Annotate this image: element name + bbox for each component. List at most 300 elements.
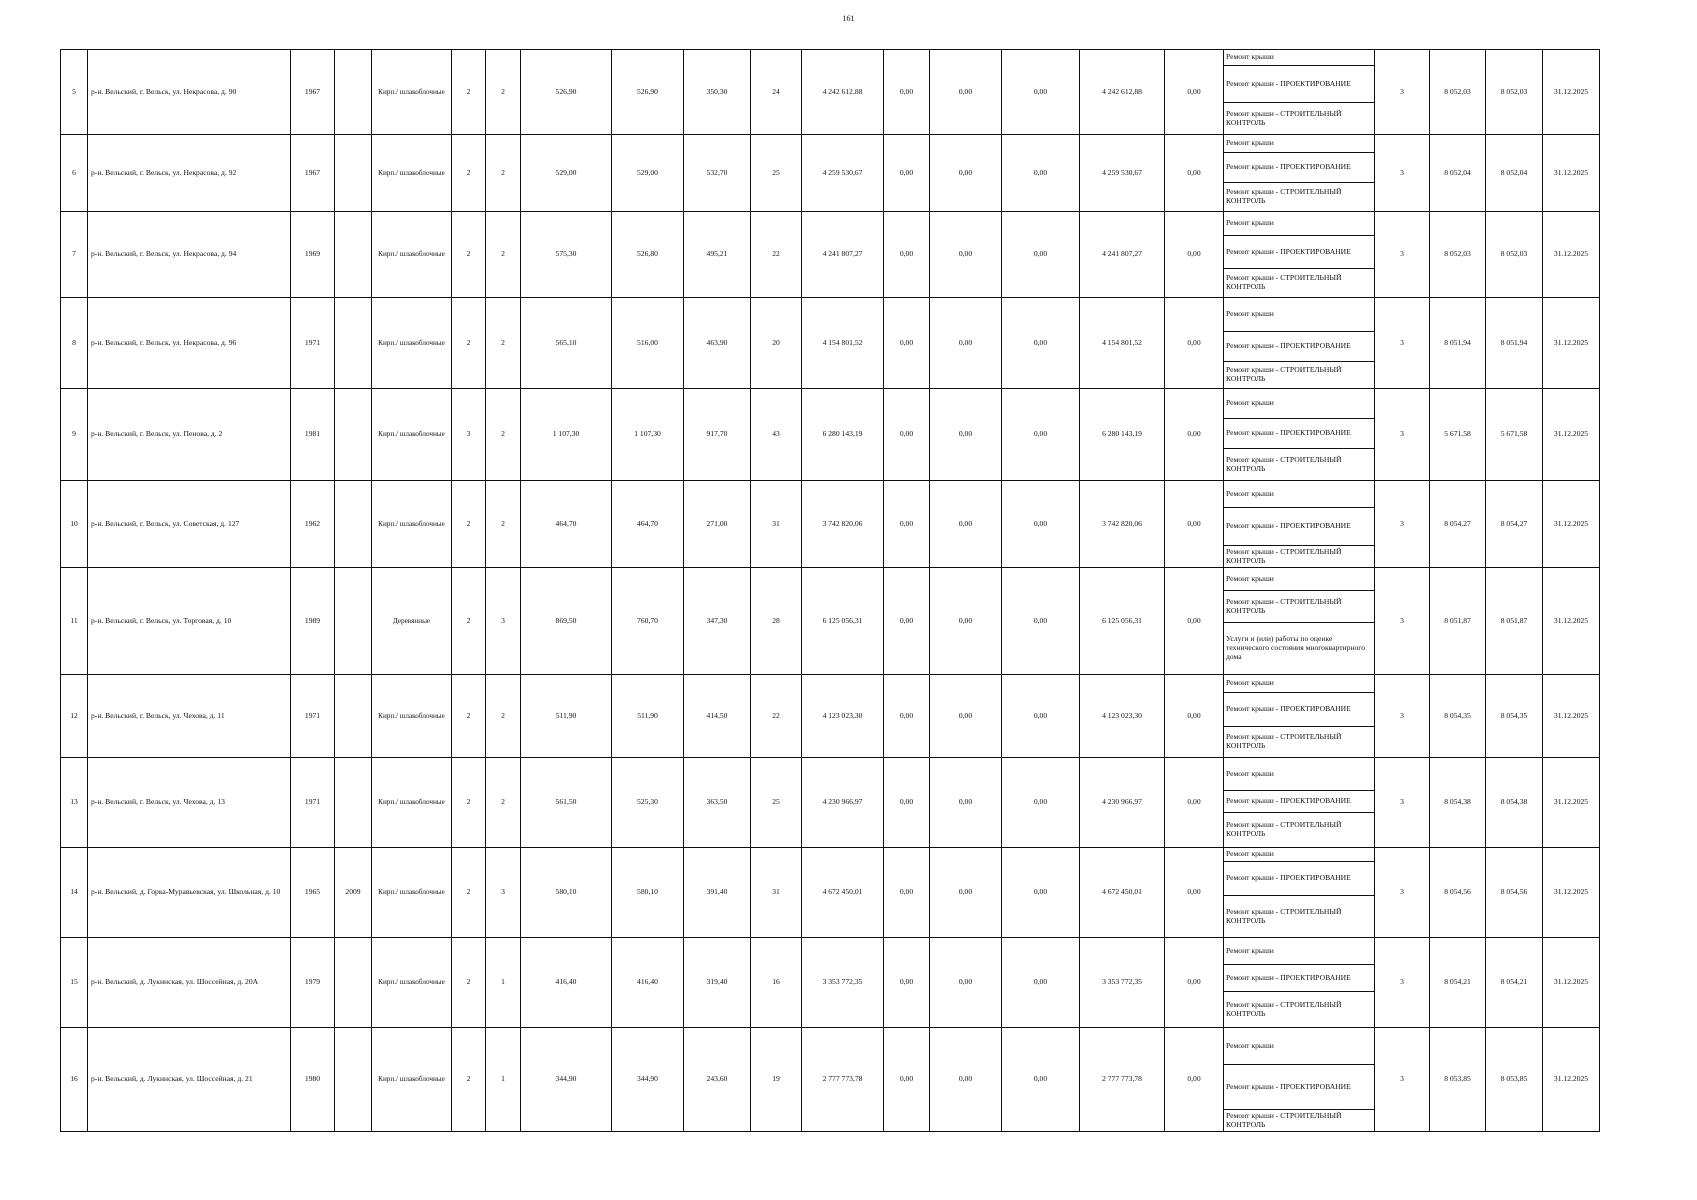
cell-works-count: 3 [1375,389,1430,481]
cell-n: 5 [61,50,88,135]
cell-entrances: 1 [486,1028,521,1132]
cell-floors: 2 [452,758,486,848]
cell-year-reconstruction [335,212,372,298]
cell-n: 6 [61,135,88,212]
cell-area-residential: 350,30 [684,50,751,135]
cell-cost-unit: 8 051,94 [1430,298,1486,389]
cell-fund-mun: 0,00 [1002,298,1080,389]
cell-entrances: 2 [486,298,521,389]
table-row [61,389,1600,419]
cell-cost-total: 4 123 023,30 [802,675,884,758]
cell-cost-unit: 8 054,56 [1430,848,1486,938]
cell-fund-mun: 0,00 [1002,938,1080,1028]
cell-address: р-н. Вельский, д. Лукинская, ул. Шоссейная, д. 21 [88,1028,291,1132]
cell-fund-mun: 0,00 [1002,212,1080,298]
cell-year-reconstruction [335,135,372,212]
cell-cost-unit-limit: 8 054,27 [1486,481,1543,568]
cell-area-living: 464,70 [612,481,684,568]
cell-material: Кирп./ шлакоблочные [372,848,452,938]
cell-address: р-н. Вельский, г. Вельск, ул. Пенова, д. 2 [88,389,291,481]
cell-fund-other: 0,00 [1165,389,1224,481]
cell-cost-total: 6 125 056,31 [802,568,884,675]
cell-material: Кирп./ шлакоблочные [372,212,452,298]
cell-cost-unit-limit: 5 671,58 [1486,389,1543,481]
page-number: 161 [842,14,855,23]
cell-work-item: Ремонт крыши - СТРОИТЕЛЬНЫЙ КОНТРОЛЬ [1224,362,1375,389]
cell-entrances: 2 [486,758,521,848]
cell-year: 1967 [291,135,335,212]
cell-fund-other: 0,00 [1165,938,1224,1028]
cell-cost-unit: 8 051,87 [1430,568,1486,675]
cell-residents: 20 [751,298,802,389]
cell-cost-unit-limit: 8 054,56 [1486,848,1543,938]
cell-fund-owners: 4 672 450,01 [1080,848,1165,938]
cell-deadline: 31.12.2025 [1543,389,1600,481]
cell-work-item: Ремонт крыши - СТРОИТЕЛЬНЫЙ КОНТРОЛЬ [1224,727,1375,758]
cell-deadline: 31.12.2025 [1543,135,1600,212]
cell-work-item: Ремонт крыши [1224,481,1375,508]
cell-fund-owners: 3 353 772,35 [1080,938,1165,1028]
cell-material: Кирп./ шлакоблочные [372,1028,452,1132]
cell-residents: 16 [751,938,802,1028]
table-row [61,758,1600,791]
cell-area-total: 416,40 [521,938,612,1028]
cell-works-count: 3 [1375,298,1430,389]
table-row [61,481,1600,508]
cell-n: 14 [61,848,88,938]
cell-fund-fed: 0,00 [884,938,930,1028]
cell-fund-fed: 0,00 [884,848,930,938]
cell-fund-mun: 0,00 [1002,848,1080,938]
cell-residents: 24 [751,50,802,135]
cell-address: р-н. Вельский, д. Лукинская, ул. Шоссейная, д. 20А [88,938,291,1028]
cell-year: 1967 [291,50,335,135]
cell-entrances: 2 [486,135,521,212]
table-row [61,298,1600,332]
cell-deadline: 31.12.2025 [1543,848,1600,938]
cell-fund-owners: 4 242 612,88 [1080,50,1165,135]
cell-fund-fed: 0,00 [884,481,930,568]
cell-work-item: Ремонт крыши - СТРОИТЕЛЬНЫЙ КОНТРОЛЬ [1224,183,1375,212]
cell-material: Кирп./ шлакоблочные [372,389,452,481]
cell-work-item: Ремонт крыши [1224,389,1375,419]
cell-entrances: 2 [486,50,521,135]
cell-area-living: 1 107,30 [612,389,684,481]
cell-fund-reg: 0,00 [930,481,1002,568]
cell-floors: 2 [452,481,486,568]
cell-work-item: Ремонт крыши - СТРОИТЕЛЬНЫЙ КОНТРОЛЬ [1224,591,1375,623]
cell-cost-unit-limit: 8 051,94 [1486,298,1543,389]
cell-address: р-н. Вельский, г. Вельск, ул. Чехова, д. 13 [88,758,291,848]
table-row [61,938,1600,965]
cell-area-total: 561,50 [521,758,612,848]
cell-cost-unit-limit: 8 052,03 [1486,212,1543,298]
cell-work-item: Ремонт крыши - ПРОЕКТИРОВАНИЕ [1224,419,1375,449]
cell-cost-unit: 5 671,58 [1430,389,1486,481]
cell-work-item: Ремонт крыши - ПРОЕКТИРОВАНИЕ [1224,791,1375,813]
cell-deadline: 31.12.2025 [1543,1028,1600,1132]
cell-work-item: Ремонт крыши [1224,1028,1375,1065]
cell-area-residential: 391,40 [684,848,751,938]
cell-fund-other: 0,00 [1165,675,1224,758]
cell-year-reconstruction [335,938,372,1028]
cell-cost-unit: 8 054,21 [1430,938,1486,1028]
cell-work-item: Ремонт крыши - СТРОИТЕЛЬНЫЙ КОНТРОЛЬ [1224,103,1375,135]
cell-fund-reg: 0,00 [930,848,1002,938]
cell-area-residential: 319,40 [684,938,751,1028]
cell-fund-mun: 0,00 [1002,758,1080,848]
cell-cost-unit: 8 054,38 [1430,758,1486,848]
cell-works-count: 3 [1375,758,1430,848]
cell-fund-fed: 0,00 [884,135,930,212]
cell-area-residential: 363,50 [684,758,751,848]
cell-fund-reg: 0,00 [930,298,1002,389]
cell-deadline: 31.12.2025 [1543,675,1600,758]
cell-area-residential: 414,50 [684,675,751,758]
cell-cost-unit-limit: 8 052,03 [1486,50,1543,135]
cell-floors: 2 [452,848,486,938]
cell-area-total: 344,90 [521,1028,612,1132]
table-row [61,848,1600,862]
cell-address: р-н. Вельский, г. Вельск, ул. Советская, д. 127 [88,481,291,568]
cell-cost-unit-limit: 8 054,35 [1486,675,1543,758]
cell-work-item: Ремонт крыши - СТРОИТЕЛЬНЫЙ КОНТРОЛЬ [1224,992,1375,1028]
cell-fund-owners: 2 777 773,78 [1080,1028,1165,1132]
cell-cost-total: 4 154 801,52 [802,298,884,389]
cell-work-item: Ремонт крыши - СТРОИТЕЛЬНЫЙ КОНТРОЛЬ [1224,813,1375,848]
cell-deadline: 31.12.2025 [1543,481,1600,568]
cell-material: Кирп./ шлакоблочные [372,50,452,135]
cell-work-item: Ремонт крыши [1224,758,1375,791]
cell-fund-reg: 0,00 [930,758,1002,848]
cell-deadline: 31.12.2025 [1543,758,1600,848]
cell-year-reconstruction [335,568,372,675]
cell-work-item: Ремонт крыши - СТРОИТЕЛЬНЫЙ КОНТРОЛЬ [1224,546,1375,568]
cell-address: р-н. Вельский, д. Горка-Муравьевская, ул. Школьная, д. 10 [88,848,291,938]
cell-entrances: 3 [486,568,521,675]
cell-fund-owners: 3 742 820,06 [1080,481,1165,568]
cell-year: 1971 [291,675,335,758]
cell-works-count: 3 [1375,675,1430,758]
cell-residents: 31 [751,481,802,568]
cell-work-item: Ремонт крыши - ПРОЕКТИРОВАНИЕ [1224,693,1375,727]
cell-area-total: 464,70 [521,481,612,568]
cell-fund-mun: 0,00 [1002,568,1080,675]
cell-area-residential: 463,90 [684,298,751,389]
cell-cost-total: 6 280 143,19 [802,389,884,481]
cell-cost-total: 4 242 612,88 [802,50,884,135]
table-row [61,675,1600,693]
cell-work-item: Ремонт крыши [1224,212,1375,236]
cell-cost-unit-limit: 8 052,04 [1486,135,1543,212]
cell-cost-unit-limit: 8 054,21 [1486,938,1543,1028]
cell-area-residential: 917,70 [684,389,751,481]
cell-work-item: Ремонт крыши - ПРОЕКТИРОВАНИЕ [1224,236,1375,269]
cell-n: 9 [61,389,88,481]
cell-area-residential: 495,21 [684,212,751,298]
cell-fund-mun: 0,00 [1002,135,1080,212]
cell-year-reconstruction [335,758,372,848]
cell-deadline: 31.12.2025 [1543,568,1600,675]
cell-work-item: Ремонт крыши [1224,135,1375,153]
cell-area-residential: 347,30 [684,568,751,675]
cell-area-total: 511,90 [521,675,612,758]
table-row [61,1028,1600,1065]
table-row [61,50,1600,66]
cell-area-living: 529,00 [612,135,684,212]
cell-work-item: Ремонт крыши - ПРОЕКТИРОВАНИЕ [1224,66,1375,103]
cell-fund-other: 0,00 [1165,135,1224,212]
cell-fund-fed: 0,00 [884,1028,930,1132]
cell-fund-fed: 0,00 [884,298,930,389]
table-row [61,135,1600,153]
cell-area-living: 580,10 [612,848,684,938]
cell-address: р-н. Вельский, г. Вельск, ул. Некрасова, д. 96 [88,298,291,389]
cell-fund-owners: 4 241 807,27 [1080,212,1165,298]
cell-cost-total: 4 230 966,97 [802,758,884,848]
cell-work-item: Ремонт крыши - ПРОЕКТИРОВАНИЕ [1224,153,1375,183]
cell-fund-mun: 0,00 [1002,389,1080,481]
cell-work-item: Ремонт крыши [1224,938,1375,965]
cell-n: 16 [61,1028,88,1132]
capital-repair-table [60,49,1600,1132]
cell-area-living: 344,90 [612,1028,684,1132]
cell-area-living: 760,70 [612,568,684,675]
cell-area-total: 575,30 [521,212,612,298]
cell-address: р-н. Вельский, г. Вельск, ул. Некрасова, д. 92 [88,135,291,212]
cell-cost-total: 4 259 530,67 [802,135,884,212]
cell-material: Деревянные [372,568,452,675]
cell-n: 7 [61,212,88,298]
cell-fund-mun: 0,00 [1002,1028,1080,1132]
cell-cost-unit: 8 052,04 [1430,135,1486,212]
cell-n: 15 [61,938,88,1028]
cell-cost-unit: 8 054,27 [1430,481,1486,568]
cell-fund-owners: 4 230 966,97 [1080,758,1165,848]
cell-fund-owners: 4 154 801,52 [1080,298,1165,389]
cell-year: 1989 [291,568,335,675]
cell-fund-reg: 0,00 [930,50,1002,135]
cell-area-living: 416,40 [612,938,684,1028]
cell-fund-reg: 0,00 [930,938,1002,1028]
cell-entrances: 2 [486,675,521,758]
cell-residents: 22 [751,212,802,298]
cell-works-count: 3 [1375,212,1430,298]
cell-fund-other: 0,00 [1165,212,1224,298]
cell-fund-fed: 0,00 [884,50,930,135]
cell-address: р-н. Вельский, г. Вельск, ул. Торговая, д. 10 [88,568,291,675]
cell-year-reconstruction [335,298,372,389]
cell-year-reconstruction [335,1028,372,1132]
cell-fund-other: 0,00 [1165,481,1224,568]
cell-work-item: Ремонт крыши - ПРОЕКТИРОВАНИЕ [1224,965,1375,992]
cell-cost-unit: 8 052,03 [1430,212,1486,298]
cell-material: Кирп./ шлакоблочные [372,298,452,389]
cell-floors: 3 [452,389,486,481]
table-row [61,568,1600,591]
cell-fund-fed: 0,00 [884,389,930,481]
cell-year-reconstruction [335,50,372,135]
cell-fund-reg: 0,00 [930,389,1002,481]
cell-floors: 2 [452,938,486,1028]
cell-area-total: 869,50 [521,568,612,675]
cell-area-living: 525,30 [612,758,684,848]
cell-cost-unit: 8 053,85 [1430,1028,1486,1132]
cell-address: р-н. Вельский, г. Вельск, ул. Некрасова, д. 94 [88,212,291,298]
cell-work-item: Услуги и (или) работы по оценке технического состояния многоквартирного дома [1224,623,1375,675]
cell-area-living: 526,80 [612,212,684,298]
cell-year-reconstruction [335,675,372,758]
cell-fund-other: 0,00 [1165,298,1224,389]
cell-cost-unit-limit: 8 051,87 [1486,568,1543,675]
cell-fund-reg: 0,00 [930,568,1002,675]
cell-works-count: 3 [1375,568,1430,675]
cell-n: 13 [61,758,88,848]
cell-material: Кирп./ шлакоблочные [372,135,452,212]
cell-work-item: Ремонт крыши [1224,298,1375,332]
cell-work-item: Ремонт крыши - СТРОИТЕЛЬНЫЙ КОНТРОЛЬ [1224,449,1375,481]
table-row [61,212,1600,236]
cell-cost-unit: 8 052,03 [1430,50,1486,135]
cell-year-reconstruction [335,389,372,481]
cell-fund-other: 0,00 [1165,50,1224,135]
table-body [61,50,1600,1132]
cell-residents: 28 [751,568,802,675]
cell-floors: 2 [452,1028,486,1132]
cell-fund-other: 0,00 [1165,848,1224,938]
cell-entrances: 2 [486,389,521,481]
cell-fund-other: 0,00 [1165,568,1224,675]
cell-address: р-н. Вельский, г. Вельск, ул. Чехова, д. 11 [88,675,291,758]
cell-cost-unit: 8 054,35 [1430,675,1486,758]
cell-fund-fed: 0,00 [884,212,930,298]
cell-work-item: Ремонт крыши - ПРОЕКТИРОВАНИЕ [1224,332,1375,362]
cell-floors: 2 [452,212,486,298]
cell-floors: 2 [452,568,486,675]
cell-residents: 19 [751,1028,802,1132]
cell-entrances: 3 [486,848,521,938]
cell-work-item: Ремонт крыши - ПРОЕКТИРОВАНИЕ [1224,862,1375,896]
cell-area-living: 511,90 [612,675,684,758]
cell-cost-unit-limit: 8 053,85 [1486,1028,1543,1132]
cell-fund-owners: 4 123 023,30 [1080,675,1165,758]
cell-year: 1971 [291,758,335,848]
cell-n: 11 [61,568,88,675]
cell-works-count: 3 [1375,481,1430,568]
cell-fund-reg: 0,00 [930,675,1002,758]
cell-year: 1979 [291,938,335,1028]
cell-material: Кирп./ шлакоблочные [372,758,452,848]
cell-work-item: Ремонт крыши [1224,50,1375,66]
cell-area-total: 565,10 [521,298,612,389]
cell-fund-reg: 0,00 [930,1028,1002,1132]
cell-deadline: 31.12.2025 [1543,938,1600,1028]
cell-works-count: 3 [1375,938,1430,1028]
cell-fund-other: 0,00 [1165,1028,1224,1132]
cell-fund-reg: 0,00 [930,212,1002,298]
cell-area-residential: 271,00 [684,481,751,568]
cell-deadline: 31.12.2025 [1543,212,1600,298]
cell-floors: 2 [452,135,486,212]
cell-residents: 43 [751,389,802,481]
cell-fund-owners: 6 280 143,19 [1080,389,1165,481]
cell-entrances: 1 [486,938,521,1028]
cell-work-item: Ремонт крыши [1224,675,1375,693]
cell-fund-fed: 0,00 [884,568,930,675]
cell-year: 1980 [291,1028,335,1132]
cell-fund-other: 0,00 [1165,758,1224,848]
cell-deadline: 31.12.2025 [1543,298,1600,389]
cell-n: 10 [61,481,88,568]
cell-entrances: 2 [486,481,521,568]
cell-floors: 2 [452,675,486,758]
cell-cost-total: 2 777 773,78 [802,1028,884,1132]
cell-floors: 2 [452,298,486,389]
cell-material: Кирп./ шлакоблочные [372,938,452,1028]
cell-works-count: 3 [1375,50,1430,135]
cell-residents: 25 [751,135,802,212]
cell-area-living: 516,00 [612,298,684,389]
cell-area-total: 1 107,30 [521,389,612,481]
cell-work-item: Ремонт крыши - СТРОИТЕЛЬНЫЙ КОНТРОЛЬ [1224,896,1375,938]
cell-work-item: Ремонт крыши - СТРОИТЕЛЬНЫЙ КОНТРОЛЬ [1224,269,1375,298]
cell-residents: 31 [751,848,802,938]
cell-fund-mun: 0,00 [1002,50,1080,135]
cell-fund-mun: 0,00 [1002,481,1080,568]
cell-area-residential: 532,70 [684,135,751,212]
cell-area-total: 526,90 [521,50,612,135]
cell-work-item: Ремонт крыши - СТРОИТЕЛЬНЫЙ КОНТРОЛЬ [1224,1110,1375,1132]
cell-work-item: Ремонт крыши [1224,848,1375,862]
cell-area-residential: 243,60 [684,1028,751,1132]
cell-cost-total: 3 742 820,06 [802,481,884,568]
cell-residents: 22 [751,675,802,758]
cell-area-living: 526,90 [612,50,684,135]
cell-fund-owners: 4 259 530,67 [1080,135,1165,212]
cell-area-total: 580,10 [521,848,612,938]
cell-cost-total: 4 241 807,27 [802,212,884,298]
cell-entrances: 2 [486,212,521,298]
cell-n: 8 [61,298,88,389]
cell-works-count: 3 [1375,1028,1430,1132]
cell-work-item: Ремонт крыши [1224,568,1375,591]
cell-year: 1971 [291,298,335,389]
cell-year: 1965 [291,848,335,938]
cell-floors: 2 [452,50,486,135]
cell-year: 1969 [291,212,335,298]
cell-work-item: Ремонт крыши - ПРОЕКТИРОВАНИЕ [1224,508,1375,546]
cell-year: 1962 [291,481,335,568]
cell-area-total: 529,00 [521,135,612,212]
cell-deadline: 31.12.2025 [1543,50,1600,135]
cell-work-item: Ремонт крыши - ПРОЕКТИРОВАНИЕ [1224,1065,1375,1110]
cell-cost-total: 3 353 772,35 [802,938,884,1028]
cell-year-reconstruction: 2009 [335,848,372,938]
cell-cost-unit-limit: 8 054,38 [1486,758,1543,848]
cell-material: Кирп./ шлакоблочные [372,481,452,568]
cell-year-reconstruction [335,481,372,568]
cell-material: Кирп./ шлакоблочные [372,675,452,758]
cell-fund-reg: 0,00 [930,135,1002,212]
cell-year: 1981 [291,389,335,481]
cell-fund-fed: 0,00 [884,758,930,848]
cell-fund-fed: 0,00 [884,675,930,758]
cell-fund-owners: 6 125 056,31 [1080,568,1165,675]
cell-works-count: 3 [1375,135,1430,212]
cell-fund-mun: 0,00 [1002,675,1080,758]
cell-n: 12 [61,675,88,758]
cell-works-count: 3 [1375,848,1430,938]
